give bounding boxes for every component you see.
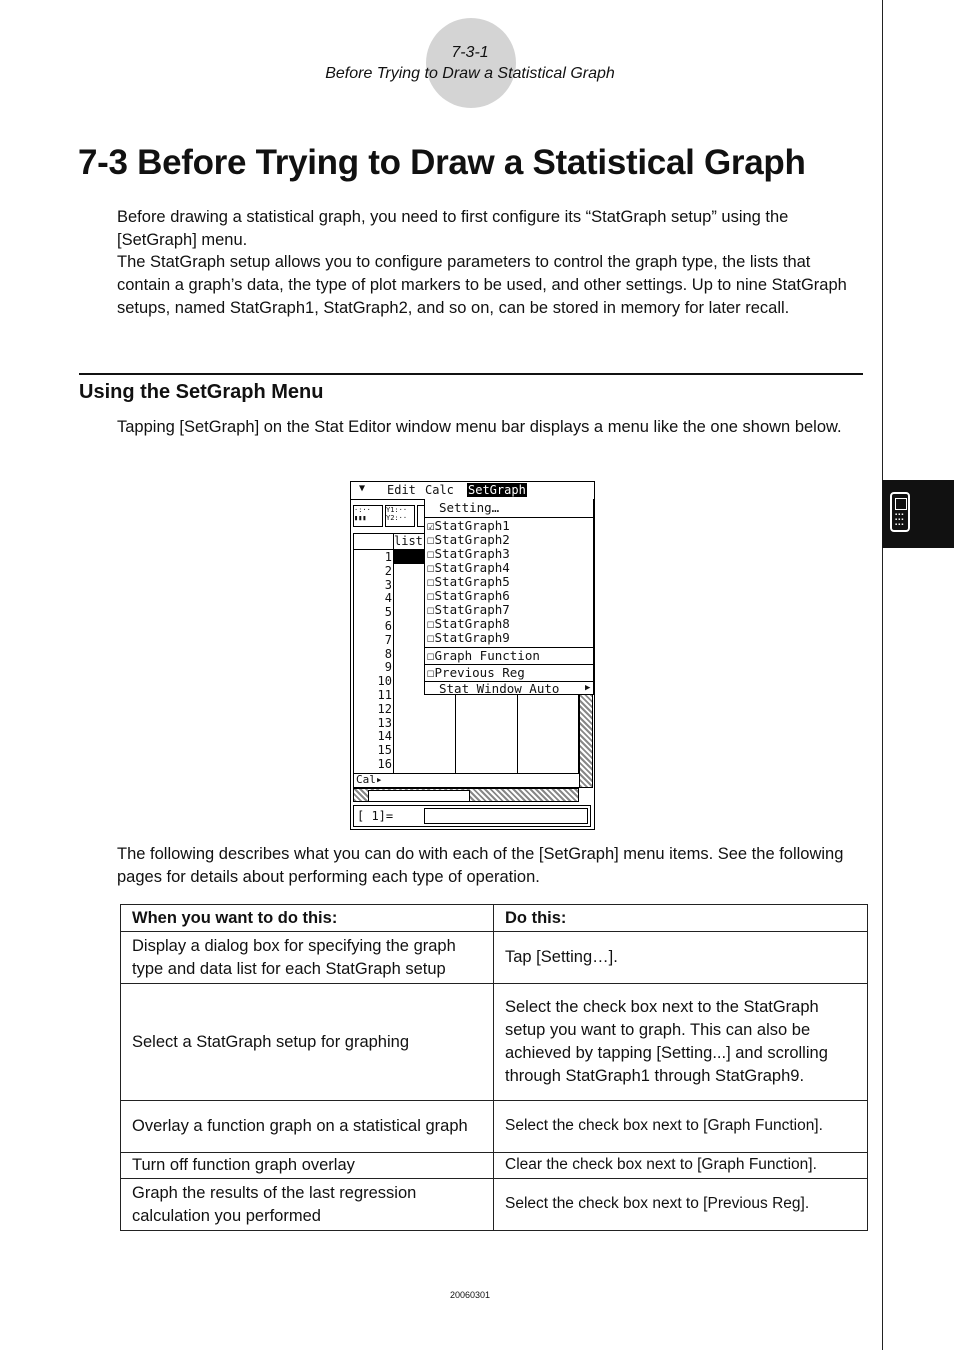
menu-item-statgraph2[interactable]: ☐StatGraph2 [427,532,510,547]
menu-item-graph-function[interactable]: ☐Graph Function [427,648,540,663]
menu-item-statgraph8[interactable]: ☐StatGraph8 [427,616,510,631]
menu-item-stat-window-auto[interactable]: Stat Window Auto [439,681,560,696]
table-cell: Select the check box next to the StatGraph setup you want to graph. This can also be achieved by tapping [Setting...] and scrolling through StatGraph1 through StatGraph9. [494,984,868,1101]
section-heading: Using the SetGraph Menu [79,381,324,403]
menu-setgraph[interactable]: SetGraph [468,483,526,497]
header-circle [426,18,516,108]
table-cell: Overlay a function graph on a statistical graph [121,1101,494,1153]
section-rule [79,373,863,375]
table-cell: Tap [Setting…]. [494,932,868,984]
setgraph-table [120,904,868,1231]
page-number: 7-3-1 [451,44,489,61]
footer-code: 20060301 [449,1290,491,1300]
chapter-tab [882,480,954,548]
menu-item-statgraph3[interactable]: ☐StatGraph3 [427,546,510,561]
page-title: 7-3 Before Trying to Draw a Statistical Graph [78,143,806,182]
table-row [121,1153,868,1179]
table-cell: Display a dialog box for specifying the graph type and data list for each StatGraph setup [121,932,494,984]
menu-item-previous-reg[interactable]: ☐Previous Reg [427,665,525,680]
graph-toolbar-icon[interactable]: ·:·· ▮▮▮ [353,505,383,527]
table-header: When you want to do this: [121,905,494,932]
table-cell: Select a StatGraph setup for graphing [121,984,494,1101]
menu-calc[interactable]: Calc [425,483,454,497]
menu-edit[interactable]: Edit [387,483,416,497]
menu-item-statgraph6[interactable]: ☐StatGraph6 [427,588,510,603]
entry-line[interactable]: [ 1]= [353,805,591,827]
submenu-arrow-icon: ▶ [585,683,591,693]
section-text: Tapping [SetGraph] on the Stat Editor window menu bar displays a menu like the one shown below. [117,418,842,436]
horizontal-scrollbar[interactable] [353,788,579,802]
setgraph-screenshot [350,481,595,830]
selected-cell[interactable] [394,550,424,564]
menu-item-statgraph5[interactable]: ☐StatGraph5 [427,574,510,589]
after-paragraph: The following describes what you can do with each of the [SetGraph] menu items. See the following pages for details about performing each type of operation. [117,845,844,886]
table-cell: Select the check box next to [Graph Function]. [494,1101,868,1153]
setgraph-dropdown-menu [424,499,594,695]
cal-label[interactable]: Cal▸ [356,773,383,786]
intro-paragraph-1: Before drawing a statistical graph, you need to first configure its “StatGraph setup” using the [SetGraph] menu. [117,208,789,249]
menu-item-statgraph4[interactable]: ☐StatGraph4 [427,560,510,575]
running-title: Before Trying to Draw a Statistical Graph [325,65,615,82]
table-cell: Clear the check box next to [Graph Function]. [494,1153,868,1179]
table-header-row [121,905,868,932]
table-cell: Select the check box next to [Previous Reg]. [494,1179,868,1231]
menu-item-setting[interactable]: Setting… [439,500,500,515]
menu-item-statgraph7[interactable]: ☐StatGraph7 [427,602,510,617]
y-editor-toolbar-icon[interactable]: Y1:·· Y2:·· [385,505,415,527]
menu-bar [351,482,594,500]
table-cell: Turn off function graph overlay [121,1153,494,1179]
page-edge-rule [882,0,883,1350]
table-row [121,1101,868,1153]
row-numbers: 1 2 3 4 5 6 7 8 9 10 11 12 13 14 15 16 [377,550,392,771]
table-row [121,984,868,1101]
calculator-icon: ▪▪▪ ▪▪▪ ▪▪▪ [890,492,910,532]
menu-logo-icon: ▼ [359,483,366,494]
list-column-label: list [394,534,423,548]
menu-item-statgraph1[interactable]: ☑StatGraph1 [427,518,510,533]
table-cell: Graph the results of the last regression calculation you performed [121,1179,494,1231]
intro-paragraph-2: The StatGraph setup allows you to configure parameters to control the graph type, the lists that contain a graph’s data, the type of plot markers to be used, and other settings. Up to nine StatGraph setups, named StatGraph1, StatGraph2, and so on, can be stored in memory for later recall. [117,253,847,317]
table-header: Do this: [494,905,868,932]
menu-item-statgraph9[interactable]: ☐StatGraph9 [427,630,510,645]
table-row [121,1179,868,1231]
table-row [121,932,868,984]
